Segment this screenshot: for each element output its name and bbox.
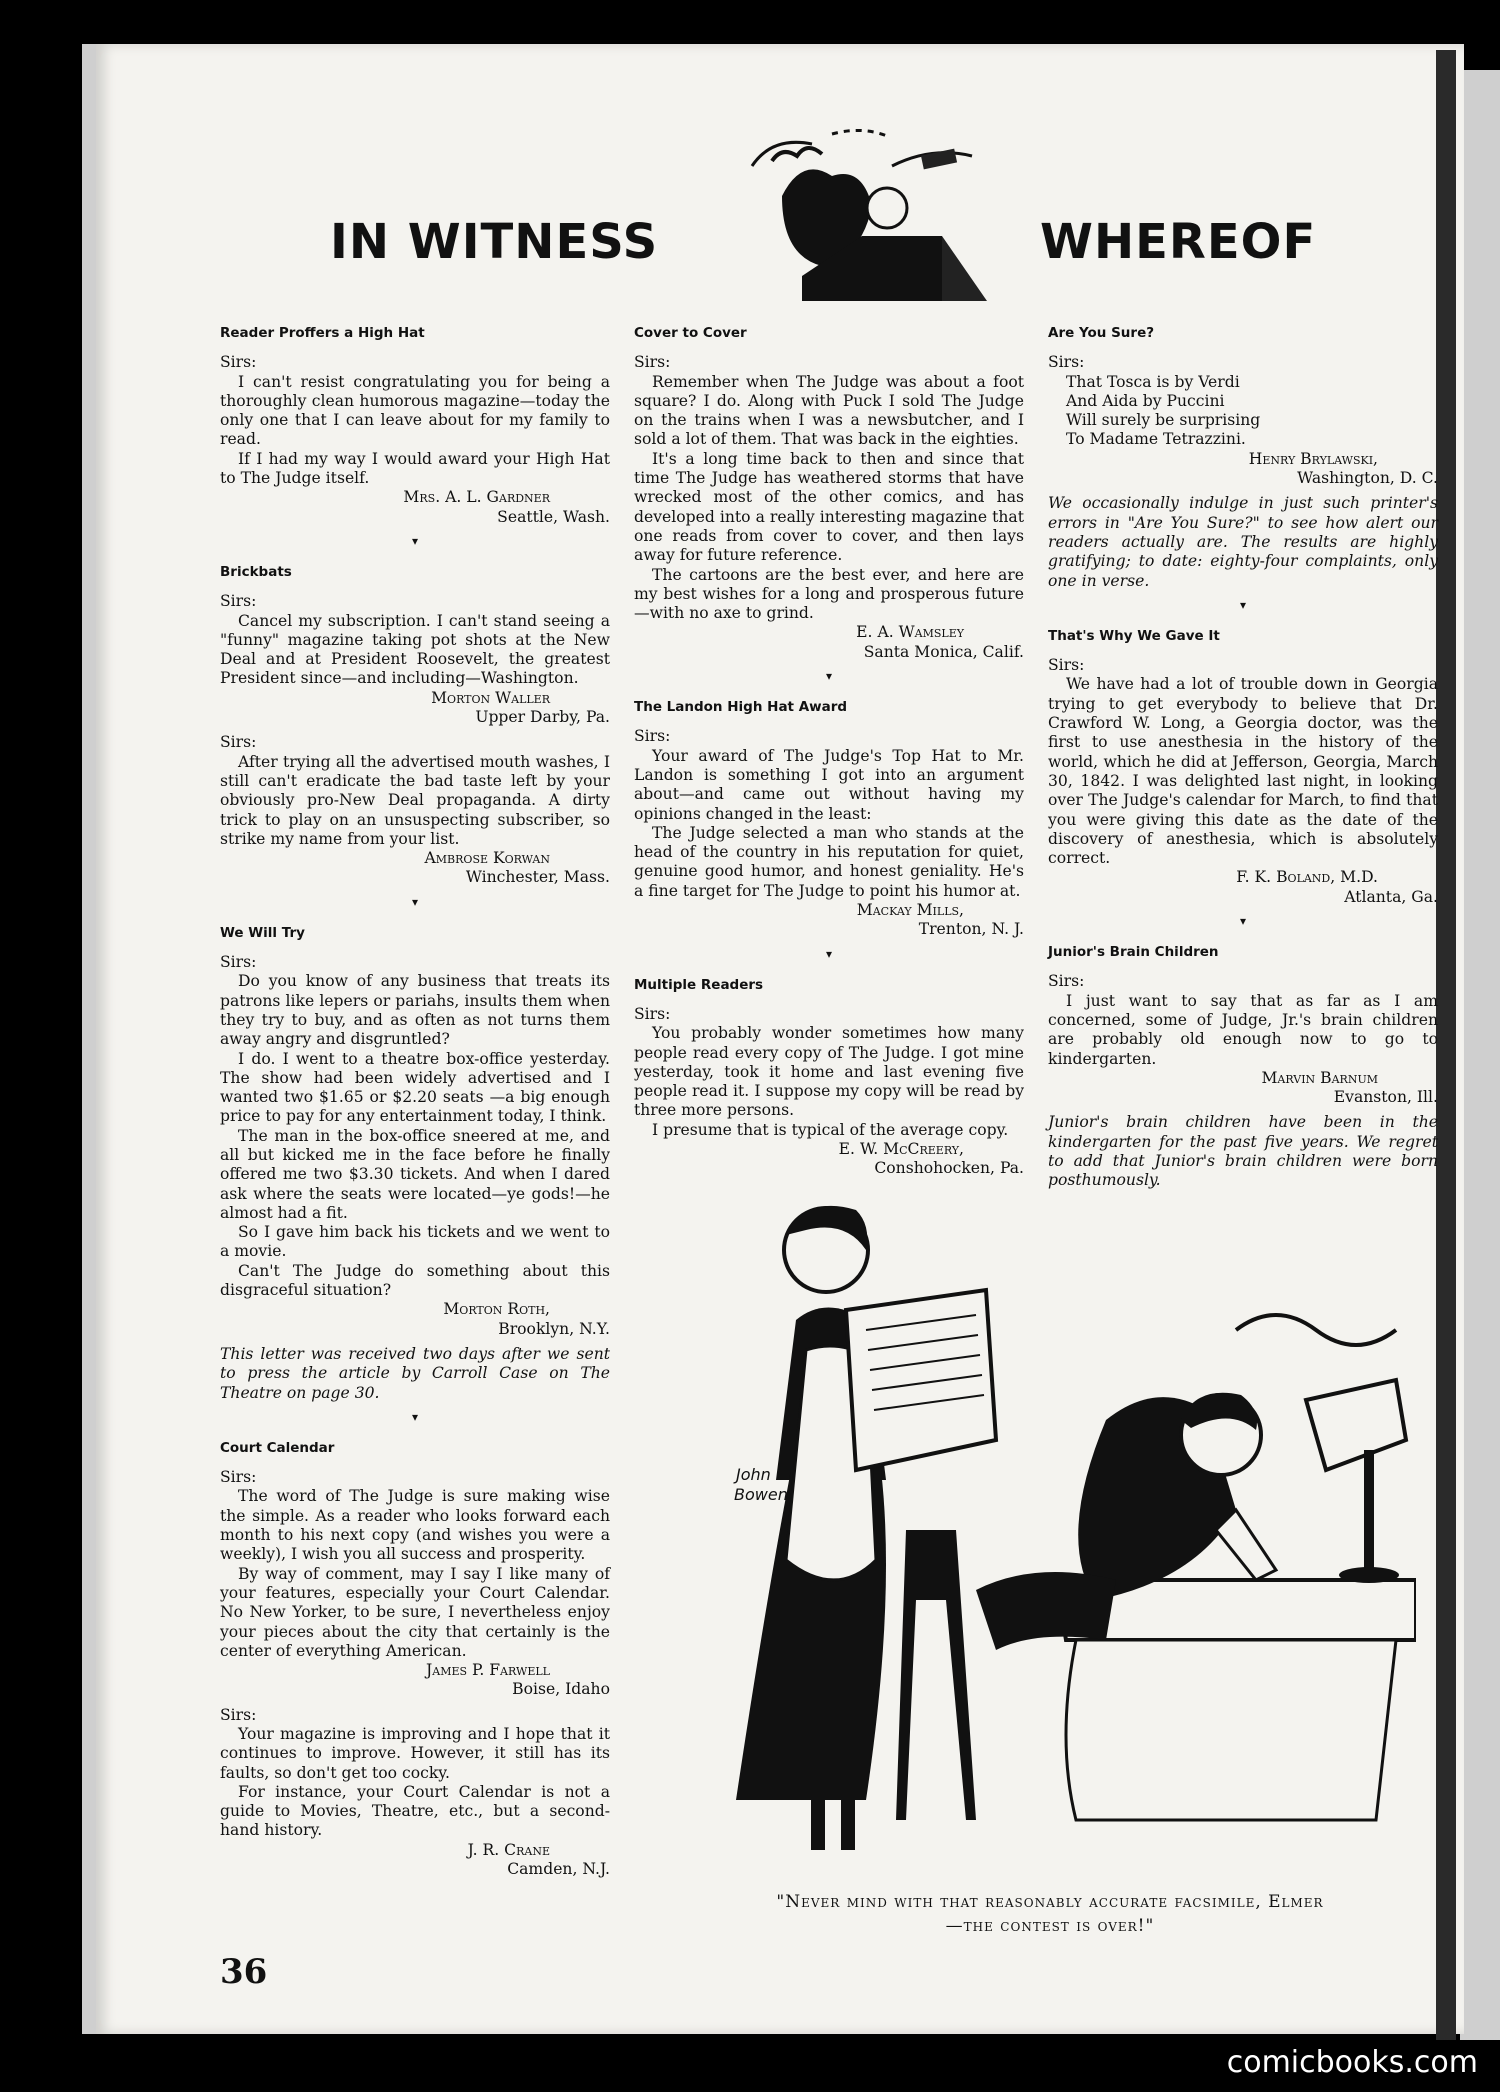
letter-paragraph: The man in the box-office sneered at me, and all but kicked me in the face before he finally offered me two $3.30 tickets. And when I dared ask where the seats were located—ye gods!—he almost had a fit. bbox=[220, 1126, 610, 1222]
letter-paragraph: I presume that is typical of the average copy. bbox=[652, 1120, 1009, 1139]
section-title: Are You Sure? bbox=[1048, 325, 1155, 341]
column-1 bbox=[220, 324, 610, 1885]
salutation: Sirs: bbox=[634, 727, 671, 746]
letter-paragraph: For instance, your Court Calendar is not a guide to Movies, Theatre, etc., but a second-hand history. bbox=[220, 1782, 610, 1840]
signature-place: Winchester, Mass. bbox=[465, 868, 610, 887]
section-title: Court Calendar bbox=[220, 1439, 335, 1456]
separator-icon: ▾ bbox=[411, 533, 419, 548]
headline-left: IN WITNESS bbox=[330, 214, 659, 270]
separator-icon: ▾ bbox=[1239, 597, 1247, 612]
signature-name: F. K. Boland, M.D. bbox=[1236, 868, 1378, 887]
cartoon-caption bbox=[680, 1890, 1420, 1938]
artist-signature: Bowen bbox=[734, 1485, 788, 1504]
section bbox=[634, 324, 1024, 682]
signature-name: Henry Brylawski, bbox=[1248, 449, 1378, 468]
editor-note: Junior's brain children have been in the kindergarten for the past five years. We regret to add that Junior's brain children were born posthumously. bbox=[1048, 1113, 1438, 1190]
letter-paragraph: I just want to say that as far as I am concerned, some of Judge, Jr.'s brain children are probably old enough now to go to kindergarten. bbox=[1048, 991, 1438, 1068]
judge-illustration bbox=[712, 126, 1002, 306]
signature-place: Boise, Idaho bbox=[512, 1680, 610, 1699]
section-title: That's Why We Gave It bbox=[1048, 627, 1220, 644]
letter-paragraph: Can't The Judge do something about this disgraceful situation? bbox=[220, 1261, 610, 1300]
caption-line: "Never mind with that reasonably accurate facsimile, Elmer bbox=[776, 1892, 1324, 1912]
letter-paragraph: By way of comment, may I say I like many of your features, especially your Court Calendar. No New Yorker, to be sure, I nevertheless enjoy your pieces about the city that certainly is the center of everything American. bbox=[220, 1564, 610, 1660]
letter-paragraph: After trying all the advertised mouth washes, I still can't eradicate the bad taste left by your obviously pro-New Deal propaganda. A dirty trick to play on an unsuspecting subscriber, so strike my name from your list. bbox=[220, 752, 610, 848]
salutation: Sirs: bbox=[220, 353, 257, 372]
signature-name: J. R. Crane bbox=[467, 1840, 550, 1859]
section-title: The Landon High Hat Award bbox=[634, 699, 848, 716]
letter-paragraph: If I had my way I would award your High Hat to The Judge itself. bbox=[220, 449, 610, 488]
salutation: Sirs: bbox=[220, 1705, 257, 1724]
section bbox=[634, 698, 1024, 960]
separator-icon: ▾ bbox=[825, 669, 833, 684]
section-title: We Will Try bbox=[220, 924, 305, 941]
separator-icon: ▾ bbox=[825, 946, 833, 961]
watermark: comicbooks.com bbox=[1226, 2045, 1478, 2080]
letter-paragraph: I can't resist congratulating you for being a thoroughly clean humorous magazine—today the only one that I can leave about for my family to read. bbox=[220, 372, 610, 449]
section-title: Multiple Readers bbox=[634, 976, 764, 993]
letter-paragraph: The Judge selected a man who stands at the head of the country in his reputation for quiet, genuine good humor, and honest geniality. He's a fine target for The Judge to point his humor at. bbox=[634, 823, 1024, 900]
headline-right: WHEREOF bbox=[1040, 214, 1317, 270]
section bbox=[1048, 627, 1438, 927]
editor-note: This letter was received two days after we sent to press the article by Carroll Case on The Theatre on page 30. bbox=[220, 1344, 610, 1402]
letter-paragraph: Do you know of any business that treats its patrons like lepers or pariahs, insults them when they try to buy, and as often as not turns them away angry and disgruntled? bbox=[220, 972, 610, 1049]
section-title: Reader Proffers a High Hat bbox=[220, 325, 425, 341]
letter-paragraph: Remember when The Judge was about a foot square? I do. Along with Puck I sold The Judge on the trains when I was a newsbutcher, and I sold a lot of them. That was back in the eighties. bbox=[634, 372, 1024, 449]
separator-icon: ▾ bbox=[411, 894, 419, 909]
letter-paragraph: You probably wonder sometimes how many people read every copy of The Judge. I got mine yesterday, took it home and last evening five people read it. I suppose my copy will be read by three more persons. bbox=[634, 1024, 1024, 1120]
separator-icon: ▾ bbox=[411, 1409, 419, 1424]
letter-paragraph: Your magazine is improving and I hope that it continues to improve. However, it still has its faults, so don't get too cocky. bbox=[220, 1725, 610, 1782]
letter-paragraph: We have had a lot of trouble down in Georgia trying to get everybody to believe that Dr. Crawford W. Long, a Georgia doctor, was the first to use anesthesia in the history of the world, which he did at Jefferson, Georgia, March 30, 1842. I was delighted last night, in looking over The Judge's calendar for March, to find that you were giving this date as the date of the discovery of anesthesia, which is absolutely correct. bbox=[1048, 675, 1438, 868]
letter-paragraph: The word of The Judge is sure making wise the simple. As a reader who looks forward each month to his next copy (and wishes you were a weekly), I wish you all success and prosperity. bbox=[220, 1487, 610, 1564]
letter-paragraph: Cancel my subscription. I can't stand seeing a "funny" magazine taking pot shots at the New Deal and at President Roosevelt, the greatest President since—and including—Washington. bbox=[220, 611, 610, 688]
section bbox=[220, 924, 610, 1423]
salutation: Sirs: bbox=[220, 733, 257, 752]
binding-spine bbox=[1436, 50, 1456, 2040]
signature-place: Camden, N.J. bbox=[507, 1860, 610, 1879]
signature-name: E. W. McCreery, bbox=[838, 1139, 964, 1158]
signature-name: Morton Roth, bbox=[443, 1300, 550, 1319]
letter-paragraph: The cartoons are the best ever, and here are my best wishes for a long and prosperous future—with no axe to grind. bbox=[634, 565, 1024, 623]
section-title: Brickbats bbox=[220, 563, 292, 580]
letter-paragraph: So I gave him back his tickets and we went to a movie. bbox=[220, 1223, 610, 1261]
section bbox=[220, 1439, 610, 1880]
signature-place: Trenton, N. J. bbox=[918, 920, 1024, 939]
column-3 bbox=[1048, 324, 1438, 1191]
section bbox=[1048, 324, 1438, 611]
salutation: Sirs: bbox=[1048, 656, 1085, 675]
signature-place: Evanston, Ill. bbox=[1333, 1088, 1438, 1107]
signature-place: Seattle, Wash. bbox=[497, 507, 610, 526]
section-title: Junior's Brain Children bbox=[1048, 944, 1219, 961]
section bbox=[220, 563, 610, 908]
page-edge bbox=[1460, 70, 1500, 2040]
signature-name: Mackay Mills, bbox=[856, 901, 964, 920]
verse-line: And Aida by Puccini bbox=[1066, 391, 1225, 410]
letter-paragraph: It's a long time back to then and since that time The Judge has weathered storms that have wrecked most of the other comics, and has developed into a really interesting magazine that one reads from cover to cover, and then lays away for future reference. bbox=[634, 449, 1024, 565]
salutation: Sirs: bbox=[220, 953, 257, 972]
signature-name: Marvin Barnum bbox=[1261, 1068, 1378, 1087]
signature-place: Atlanta, Ga. bbox=[1344, 887, 1438, 906]
signature-name: E. A. Wamsley bbox=[856, 623, 964, 642]
signature-place: Santa Monica, Calif. bbox=[863, 642, 1024, 661]
caption-line: —the contest is over!" bbox=[945, 1916, 1155, 1936]
signature-place: Washington, D. C. bbox=[1297, 469, 1438, 488]
signature-name: Mrs. A. L. Gardner bbox=[403, 488, 550, 507]
column-2 bbox=[634, 324, 1024, 1185]
salutation: Sirs: bbox=[1048, 972, 1085, 991]
salutation: Sirs: bbox=[220, 1468, 257, 1487]
artist-signature: John bbox=[736, 1465, 771, 1484]
section bbox=[220, 324, 610, 547]
signature-name: Ambrose Korwan bbox=[424, 849, 550, 868]
page-number: 36 bbox=[220, 1952, 268, 1992]
salutation: Sirs: bbox=[634, 1004, 671, 1023]
cartoon-illustration bbox=[676, 1180, 1416, 1870]
letter-paragraph: I do. I went to a theatre box-office yesterday. The show had been widely advertised and I wanted two $1.65 or $2.20 seats —a big enough price to pay for any entertainment today, I think. bbox=[220, 1049, 610, 1126]
separator-icon: ▾ bbox=[1239, 914, 1247, 929]
verse-line: That Tosca is by Verdi bbox=[1066, 372, 1240, 391]
section bbox=[1048, 943, 1438, 1191]
section-title: Cover to Cover bbox=[634, 325, 747, 341]
editor-note: We occasionally indulge in just such printer's errors in "Are You Sure?" to see how alert our readers actually are. The results are highly gratifying; to date: eighty-four complaints, only one in verse. bbox=[1048, 494, 1438, 590]
signature-place: Brooklyn, N.Y. bbox=[498, 1319, 610, 1338]
salutation: Sirs: bbox=[1048, 353, 1085, 372]
signature-place: Upper Darby, Pa. bbox=[475, 708, 610, 727]
letter-paragraph: Your award of The Judge's Top Hat to Mr. Landon is something I got into an argument about—and came out without having my opinions changed in the least: bbox=[634, 746, 1024, 823]
salutation: Sirs: bbox=[634, 353, 671, 372]
salutation: Sirs: bbox=[220, 592, 257, 611]
verse-line: Will surely be surprising bbox=[1066, 411, 1261, 430]
signature-name: James P. Farwell bbox=[426, 1661, 550, 1680]
signature-place: Conshohocken, Pa. bbox=[874, 1159, 1024, 1178]
section bbox=[634, 976, 1024, 1179]
verse-line: To Madame Tetrazzini. bbox=[1066, 430, 1246, 449]
signature-name: Morton Waller bbox=[431, 688, 550, 707]
